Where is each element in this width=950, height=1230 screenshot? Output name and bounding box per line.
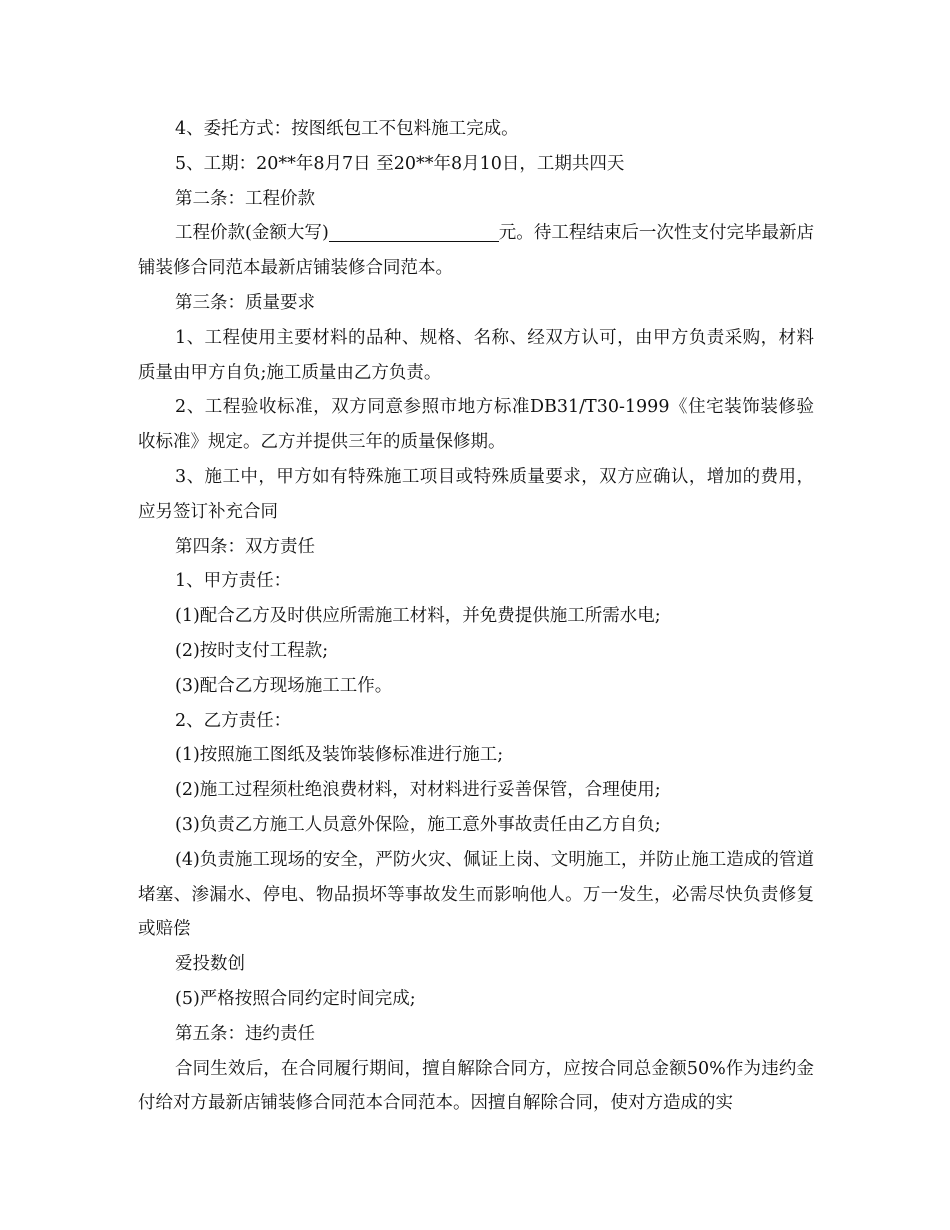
article-3-heading: 第三条：质量要求 <box>175 292 315 313</box>
clause-materials: 1、工程使用主要材料的品种、规格、名称、经双方认可，由甲方负责采购，材料质量由甲方自负;施工质量由乙方负责。 <box>138 327 814 383</box>
price-suffix: 元。待工程结束后一次性支付完毕最新店铺装修合同范本最新店铺装修合同范本。 <box>138 223 815 279</box>
clause-schedule: 5、工期：20**年8月7日 至20**年8月10日，工期共四天 <box>175 153 625 174</box>
party-b-item-5: (5)严格按照合同约定时间完成; <box>175 988 416 1009</box>
party-a-item-1: (1)配合乙方及时供应所需施工材料，并免费提供施工所需水电; <box>175 606 661 627</box>
clause-breach: 合同生效后，在合同履行期间，擅自解除合同方，应按合同总金额50%作为违约金付给对方最新店铺装修合同范本合同范本。因擅自解除合同，使对方造成的实 <box>138 1058 814 1114</box>
party-a-heading: 1、甲方责任： <box>175 571 292 592</box>
article-4-heading: 第四条：双方责任 <box>175 536 315 557</box>
article-5-heading: 第五条：违约责任 <box>175 1023 315 1044</box>
party-b-item-2: (2)施工过程须杜绝浪费材料，对材料进行妥善保管，合理使用; <box>175 780 661 801</box>
article-2-heading: 第二条：工程价款 <box>175 188 315 209</box>
party-b-item-3: (3)负责乙方施工人员意外保险，施工意外事故责任由乙方自负; <box>175 814 661 835</box>
party-b-item-1: (1)按照施工图纸及装饰装修标准进行施工; <box>175 745 504 766</box>
party-a-item-2: (2)按时支付工程款; <box>175 640 329 661</box>
clause-entrust-method: 4、委托方式：按图纸包工不包料施工完成。 <box>175 119 519 139</box>
watermark-text: 爱投数创 <box>175 954 245 975</box>
party-a-item-3: (3)配合乙方现场施工工作。 <box>175 675 393 696</box>
party-b-heading: 2、乙方责任： <box>175 710 292 731</box>
price-blank-field <box>329 221 499 242</box>
party-b-item-4: (4)负责施工现场的安全，严防火灾、佩证上岗、文明施工，并防止施工造成的管道堵塞、渗漏水、停电、物品损坏等事故发生而影响他人。万一发生，必需尽快负责修复或赔偿 <box>138 849 814 940</box>
price-prefix: 工程价款(金额大写) <box>175 223 329 244</box>
clause-special-requirements: 3、施工中，甲方如有特殊施工项目或特殊质量要求，双方应确认，增加的费用，应另签订补充合同 <box>138 466 814 522</box>
clause-acceptance-standard: 2、工程验收标准，双方同意参照市地方标准DB31/T30-1999《住宅装饰装修验收标准》规定。乙方并提供三年的质量保修期。 <box>138 397 814 453</box>
document-body <box>138 112 814 1121</box>
clause-price <box>138 216 814 286</box>
